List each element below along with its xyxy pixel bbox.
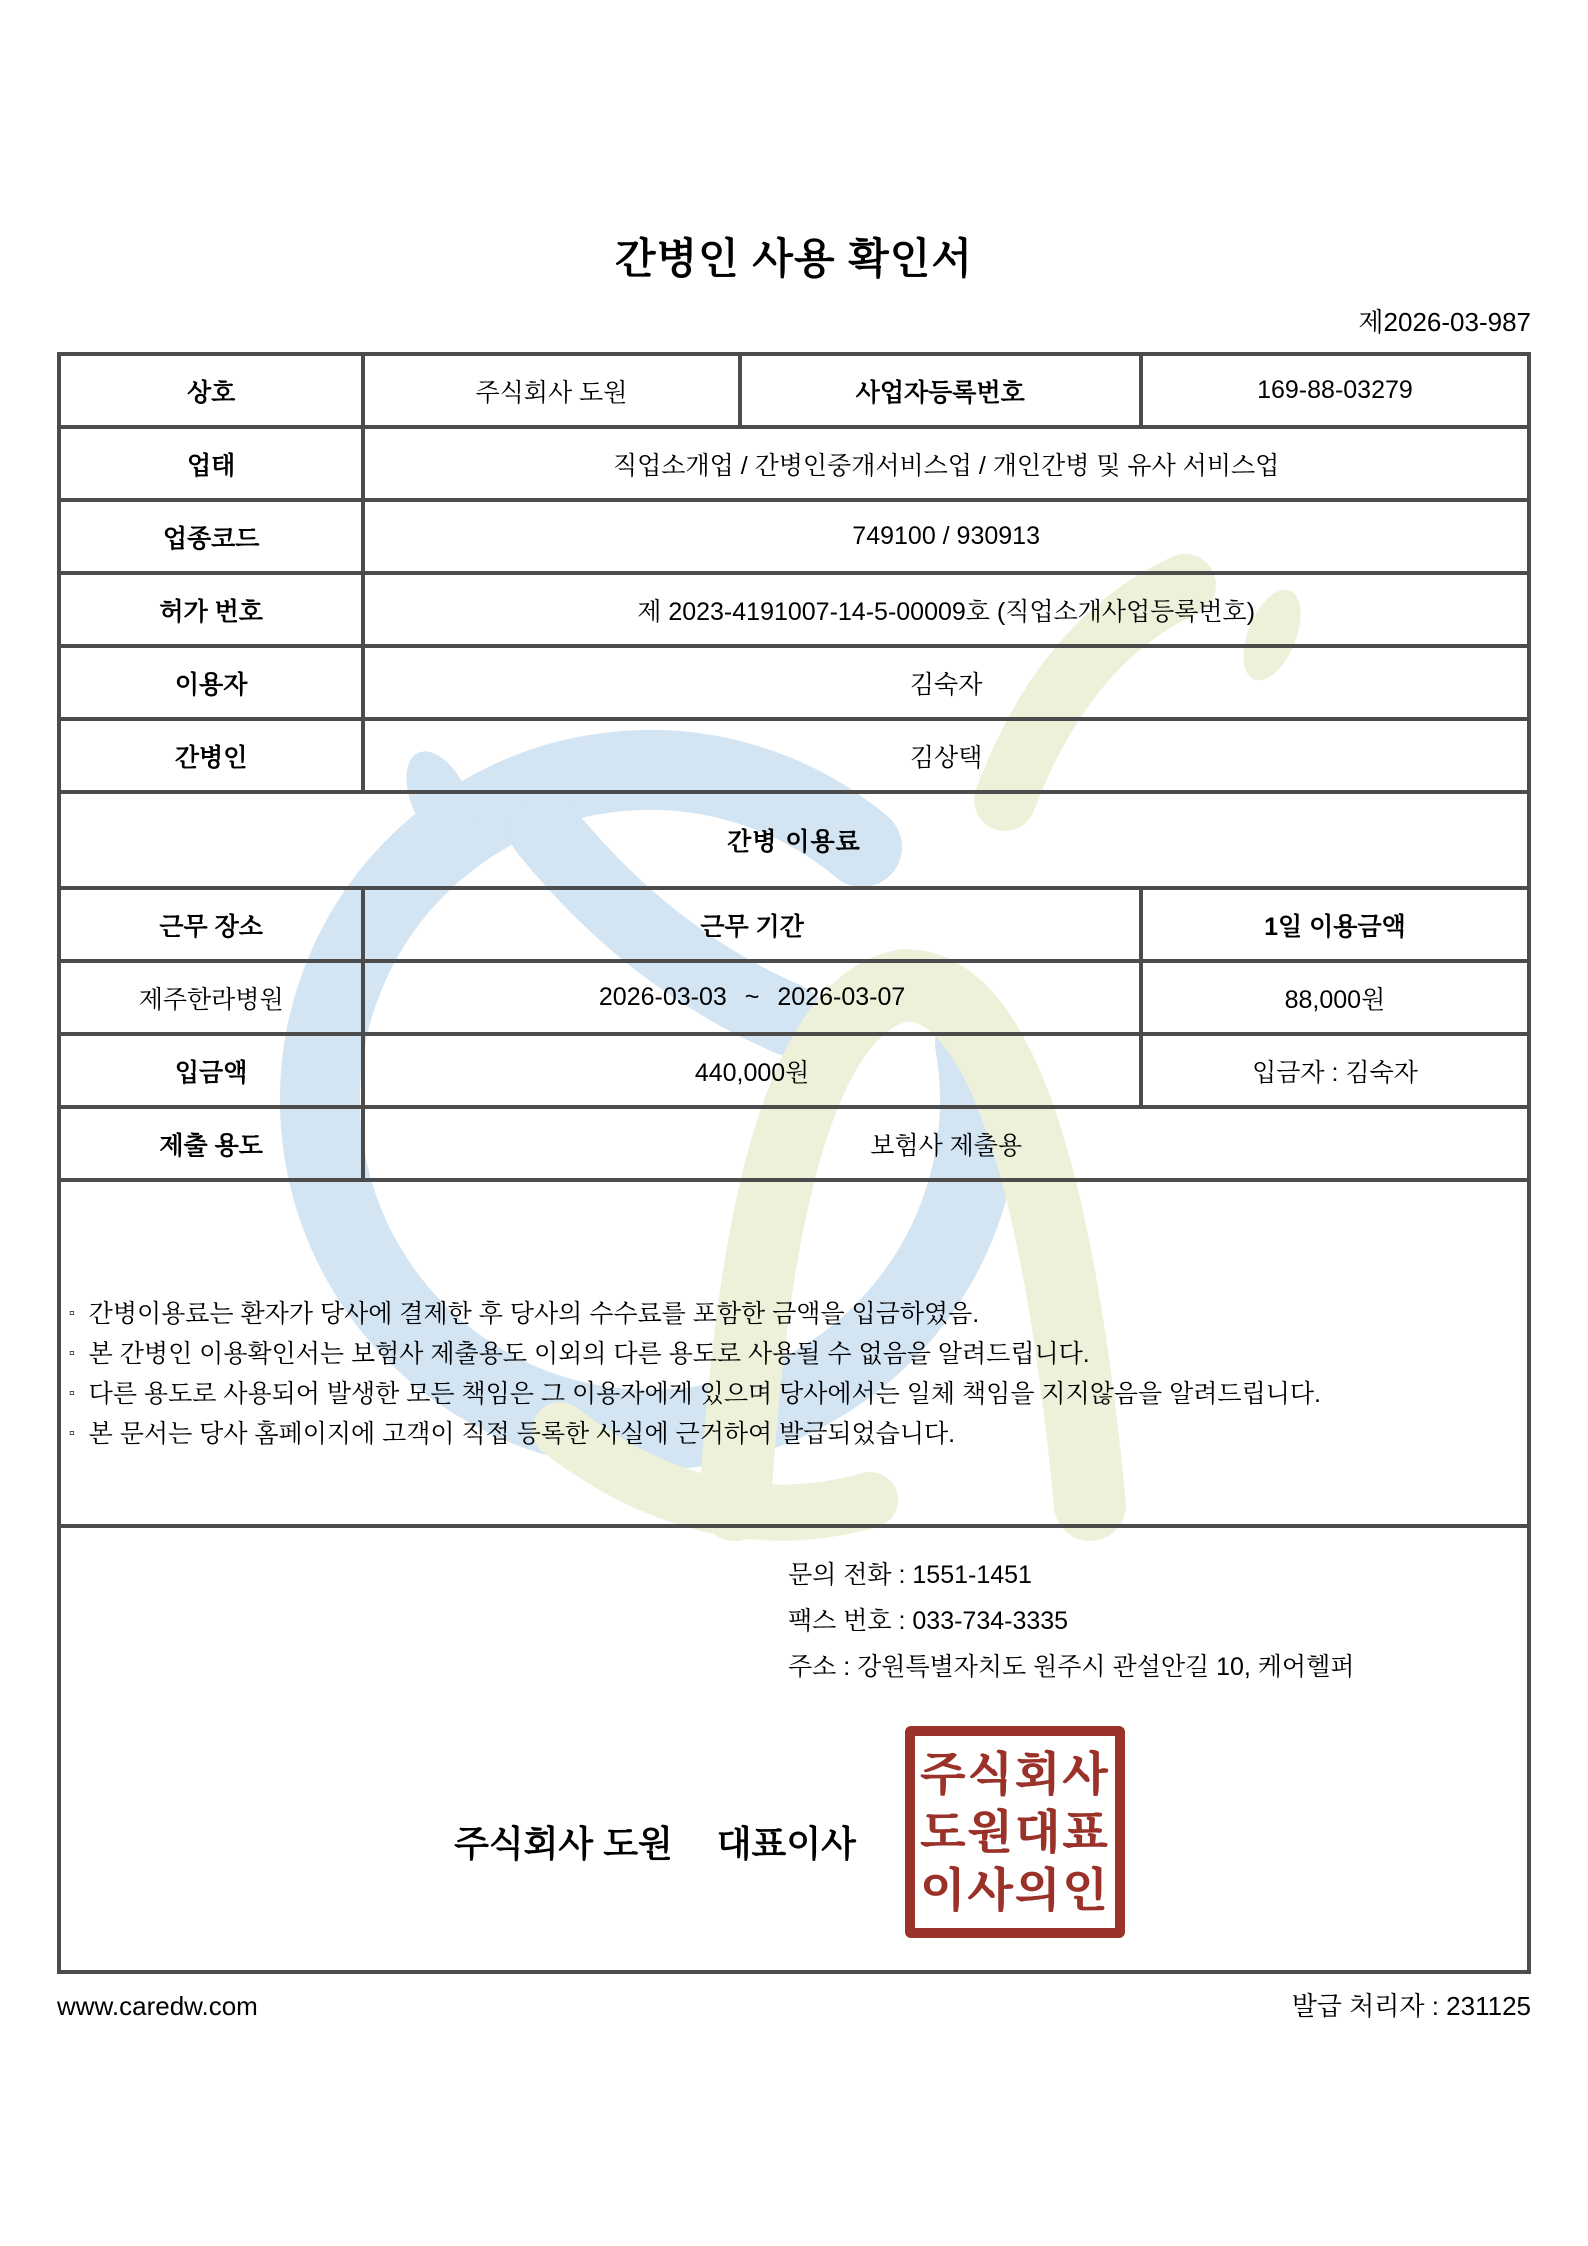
table-row-purpose	[59, 1107, 1529, 1180]
note-text: 본 간병인 이용확인서는 보험사 제출용도 이외의 다른 용도로 사용될 수 없음을 알려드립니다.	[88, 1340, 1090, 1368]
period-header: 근무 기간	[363, 888, 1141, 961]
square-bullet-icon: ▫	[69, 1385, 75, 1402]
table-row-fee-values	[59, 961, 1529, 1034]
place-header: 근무 장소	[59, 888, 363, 961]
table-row-fee-section	[59, 792, 1529, 888]
note-line	[69, 1294, 1507, 1334]
note-text: 본 문서는 당사 홈페이지에 고객이 직접 등록한 사실에 근거하여 발급되었습니다.	[88, 1420, 956, 1448]
seal-text-row: 주식회사	[920, 1748, 1110, 1800]
note-line	[69, 1414, 1507, 1454]
square-bullet-icon: ▫	[69, 1305, 75, 1322]
biztype-label: 업태	[59, 427, 363, 500]
period-start: 2026-03-03	[598, 983, 727, 1011]
bizno-value: 169-88-03279	[1141, 354, 1529, 427]
contact-address: 주소 : 강원특별자치도 원주시 관설안길 10, 케어헬퍼	[788, 1653, 1355, 1681]
depositor-cell	[1141, 1034, 1529, 1107]
table-row-caregiver	[59, 719, 1529, 792]
place-value: 제주한라병원	[59, 961, 363, 1034]
signature-company: 주식회사 도원	[454, 1823, 673, 1864]
issuer-section	[57, 1524, 1531, 1974]
user-label: 이용자	[59, 646, 363, 719]
biztype-value: 직업소개업 / 간병인중개서비스업 / 개인간병 및 유사 서비스업	[363, 427, 1529, 500]
company-seal-stamp	[905, 1726, 1125, 1938]
page-title: 간병인 사용 확인서	[615, 235, 973, 282]
document-content	[0, 234, 1588, 2022]
period-value	[363, 961, 1141, 1034]
care-confirmation-table	[57, 352, 1531, 1182]
footer-issuer: 발급 처리자 : 231125	[1291, 1991, 1531, 2021]
caregiver-value: 김상택	[363, 719, 1529, 792]
deposit-label: 입금액	[59, 1034, 363, 1107]
period-tilde: ~	[744, 983, 760, 1011]
user-value: 김숙자	[363, 646, 1529, 719]
seal-text-row: 도원대표	[920, 1806, 1110, 1858]
contact-fax: 팩스 번호 : 033-734-3335	[788, 1607, 1069, 1635]
footer-website: www.caredw.com	[57, 1991, 258, 2021]
contact-phone: 문의 전화 : 1551-1451	[788, 1561, 1032, 1589]
table-row-biztype	[59, 427, 1529, 500]
bizcode-label: 업종코드	[59, 500, 363, 573]
notes-section	[57, 1178, 1531, 1528]
contact-info	[788, 1552, 1354, 1690]
note-line	[69, 1334, 1507, 1374]
document-number: 제2026-03-987	[1358, 307, 1531, 337]
permit-label: 허가 번호	[59, 573, 363, 646]
table-row-user	[59, 646, 1529, 719]
daily-fee-header: 1일 이용금액	[1141, 888, 1529, 961]
table-row-deposit	[59, 1034, 1529, 1107]
caregiver-label: 간병인	[59, 719, 363, 792]
purpose-label: 제출 용도	[59, 1107, 363, 1180]
table-row-bizcode	[59, 500, 1529, 573]
table-row-fee-headers	[59, 888, 1529, 961]
daily-fee-value: 88,000원	[1141, 961, 1529, 1034]
table-row-company	[59, 354, 1529, 427]
company-value: 주식회사 도원	[363, 354, 739, 427]
company-label: 상호	[59, 354, 363, 427]
note-text: 간병이용료는 환자가 당사에 결제한 후 당사의 수수료를 포함한 금액을 입금하였음.	[88, 1300, 980, 1328]
seal-text-row: 이사의인	[920, 1864, 1110, 1916]
note-text: 다른 용도로 사용되어 발생한 모든 책임은 그 이용자에게 있으며 당사에서는 일체 책임을 지지않음을 알려드립니다.	[88, 1380, 1321, 1408]
deposit-value: 440,000원	[363, 1034, 1141, 1107]
bizno-label: 사업자등록번호	[740, 354, 1141, 427]
permit-value: 제 2023-4191007-14-5-00009호 (직업소개사업등록번호)	[363, 573, 1529, 646]
square-bullet-icon: ▫	[69, 1425, 75, 1442]
table-row-permit	[59, 573, 1529, 646]
depositor-name: : 김숙자	[1324, 1058, 1418, 1087]
purpose-value: 보험사 제출용	[363, 1107, 1529, 1180]
page-footer	[57, 1990, 1531, 2022]
depositor-label: 입금자	[1252, 1058, 1325, 1087]
signature-ceo: 대표이사	[716, 1823, 856, 1864]
fee-section-title: 간병 이용료	[59, 792, 1529, 888]
square-bullet-icon: ▫	[69, 1345, 75, 1362]
bizcode-value: 749100 / 930913	[363, 500, 1529, 573]
note-line	[69, 1374, 1507, 1414]
period-end: 2026-03-07	[777, 983, 906, 1011]
